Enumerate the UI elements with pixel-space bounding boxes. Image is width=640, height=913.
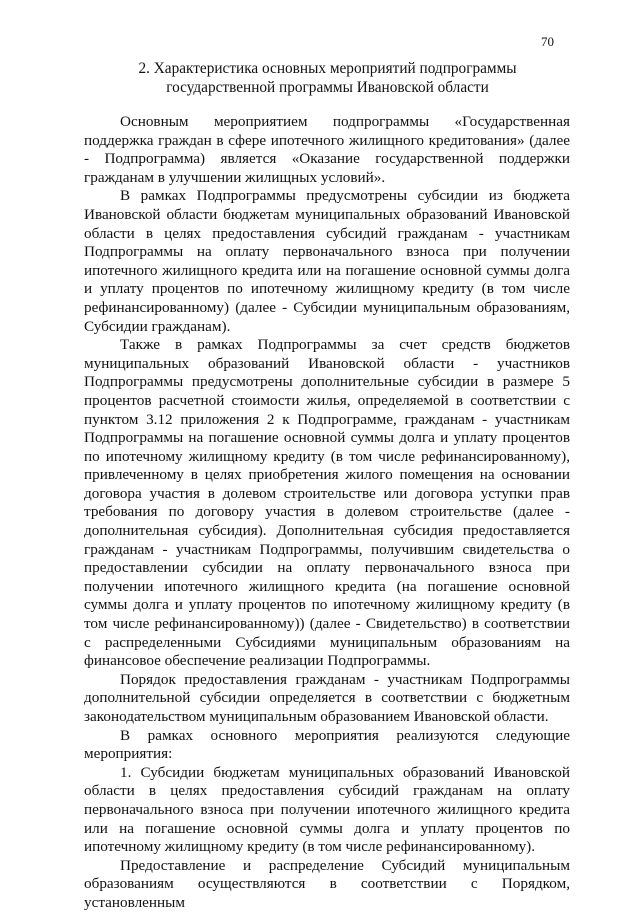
paragraph-activity-1: 1. Субсидии бюджетам муниципальных образований Ивановской области в целях предоставления субсидий гражданам на оплату первоначального взноса при получении ипотечного жилищного кредита или на погашение основной суммы долга и уплату процентов по ипотечному жилищному кредиту (в том числе рефинансированному).: [84, 763, 570, 856]
section-heading-line-2: государственной программы Ивановской области: [166, 78, 489, 96]
paragraph-procedure: Порядок предоставления гражданам - участникам Подпрограммы дополнительной субсидии определяется в соответствии с бюджетным законодательством муниципальным образованием Ивановской области.: [84, 670, 570, 725]
body-text: [84, 113, 570, 913]
paragraph-subsidies: В рамках Подпрограммы предусмотрены субсидии из бюджета Ивановской области бюджетам муниципальных образований Ивановской области в целях предоставления субсидий гражданам - участникам Подпрограммы на оплату первоначального взноса при получении ипотечного жилищного кредита или на погашение основной суммы долга и уплату процентов по ипотечному жилищному кредиту (в том числе рефинансированному) (далее - Субсидии муниципальным образованиям, Субсидии гражданам).: [84, 187, 570, 335]
section-heading: [80, 60, 575, 97]
paragraph-main-activity: Основным мероприятием подпрограммы «Государственная поддержка граждан в сфере ипотечного жилищного кредитования» (далее - Подпрограмма) является «Оказание государственной поддержки гражданам в улучшении жилищных условий».: [84, 113, 570, 186]
paragraph-activities-intro: В рамках основного мероприятия реализуются следующие мероприятия:: [84, 726, 570, 763]
paragraph-additional-subsidies: Также в рамках Подпрограммы за счет средств бюджетов муниципальных образований Ивановской области - участников Подпрограммы предусмотрены дополнительные субсидии в размере 5 процентов расчетной стоимости жилья, определяемой в соответствии с пунктом 3.12 приложения 2 к Подпрограмме, гражданам - участникам Подпрограммы на погашение основной суммы долга и уплату процентов по ипотечному жилищному кредиту (в том числе рефинансированному), привлеченному в целях приобретения жилого помещения на основании договора участия в долевом строительстве или договора уступки прав требования по договору участия в долевом строительстве (далее - дополнительная субсидия). Дополнительная субсидия предоставляется гражданам - участникам Подпрограммы, получившим свидетельства о предоставлении субсидии на оплату первоначального взноса при получении ипотечного жилищного кредита (на погашение основной суммы долга и уплату процентов по ипотечному жилищному кредиту (в том числе рефинансированному)) (далее - Свидетельство) в соответствии с распределенными Субсидиями муниципальным образованиям на финансовое обеспечение реализации Подпрограммы.: [84, 336, 570, 670]
section-heading-line-1: 2. Характеристика основных мероприятий подпрограммы: [138, 60, 517, 77]
paragraph-distribution: Предоставление и распределение Субсидий муниципальным образованиям осуществляются в соответствии с Порядком, установленным: [84, 856, 570, 911]
page-number: 70: [541, 34, 554, 49]
